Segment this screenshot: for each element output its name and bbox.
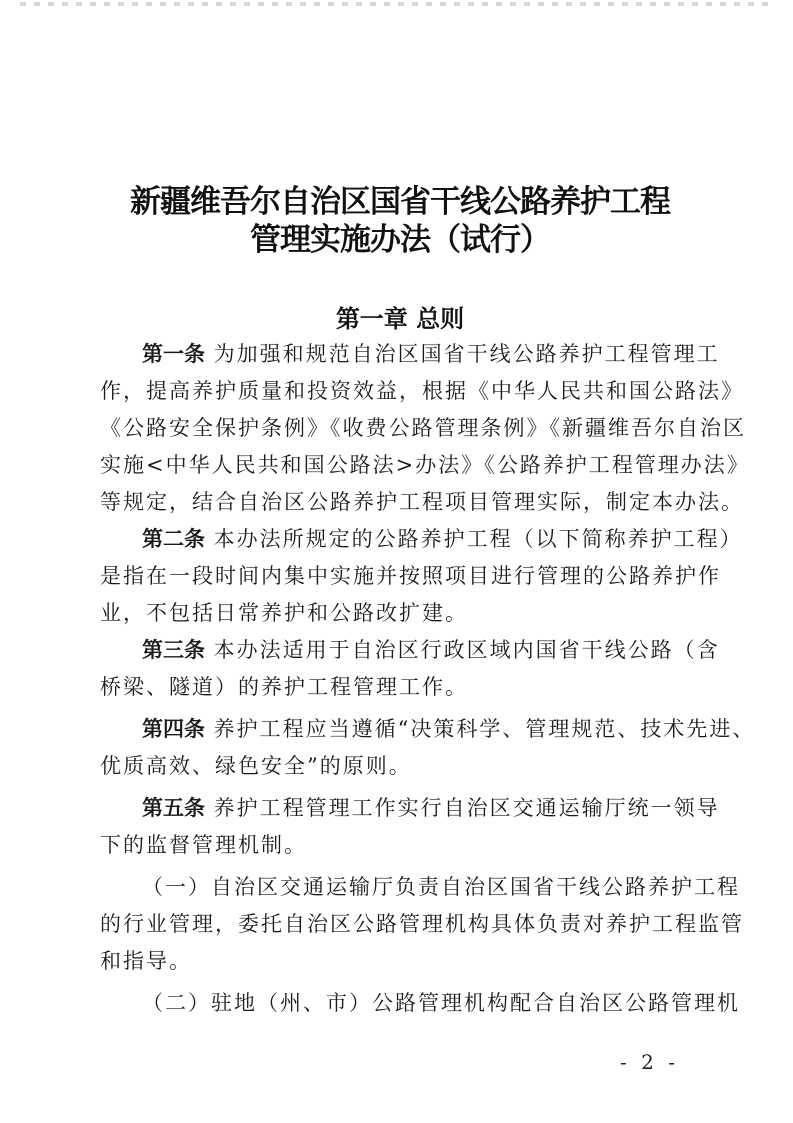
article-3-line-2: 桥梁、隧道）的养护工程管理工作。: [100, 675, 468, 699]
article-1-text: 为加强和规范自治区国省干线公路养护工程管理工: [205, 342, 720, 366]
chapter-heading: 第一章 总则: [335, 305, 465, 333]
article-1-label: 第一条: [142, 342, 205, 366]
article-2-line-3: 业，不包括日常养护和公路改扩建。: [100, 601, 468, 625]
clause-1-line-3: 和指导。: [100, 949, 192, 973]
article-1-line-4: 实施<中华人民共和国公路法>办法》《公路养护工程管理办法》: [100, 453, 750, 477]
scan-edge-artifact: [20, 2, 773, 6]
article-3-label: 第三条: [142, 638, 205, 662]
article-4-line-1: [142, 712, 756, 746]
article-1-line-3: 《公路安全保护条例》《收费公路管理条例》《新疆维吾尔自治区: [100, 416, 746, 440]
article-1-line-1: [142, 337, 720, 371]
article-2-line-1: [142, 522, 743, 556]
article-5-line-1: [142, 791, 720, 825]
clause-2-line-1: （二）驻地（州、市）公路管理机构配合自治区公路管理机: [142, 991, 740, 1015]
article-2-label: 第二条: [142, 527, 205, 551]
article-5-label: 第五条: [142, 796, 205, 820]
article-4-label: 第四条: [142, 717, 205, 741]
article-5-line-2: 下的监督管理机制。: [100, 833, 307, 857]
article-3-line-1: [142, 633, 720, 667]
article-3-text: 本办法适用于自治区行政区域内国省干线公路（含: [205, 638, 720, 662]
article-5-text: 养护工程管理工作实行自治区交通运输厅统一领导: [205, 796, 720, 820]
article-2-line-2: 是指在一段时间内集中实施并按照项目进行管理的公路养护作: [100, 564, 721, 588]
clause-1-line-2: 的行业管理，委托自治区公路管理机构具体负责对养护工程监管: [100, 912, 744, 936]
document-title-line-2: 管理实施办法（试行）: [250, 222, 550, 258]
article-4-line-2: 优质高效、绿色安全”的原则。: [100, 754, 412, 778]
page-number: - 2 -: [620, 1050, 679, 1074]
article-2-text: 本办法所规定的公路养护工程（以下简称养护工程）: [205, 527, 743, 551]
article-4-text: 养护工程应当遵循“决策科学、管理规范、技术先进、: [205, 717, 756, 741]
article-1-line-5: 等规定，结合自治区公路养护工程项目管理实际，制定本办法。: [100, 490, 744, 514]
document-title-line-1: 新疆维吾尔自治区国省干线公路养护工程: [130, 184, 670, 220]
article-1-line-2: 作，提高养护质量和投资效益，根据《中华人民共和国公路法》: [100, 379, 744, 403]
clause-1-line-1: （一）自治区交通运输厅负责自治区国省干线公路养护工程: [142, 875, 740, 899]
